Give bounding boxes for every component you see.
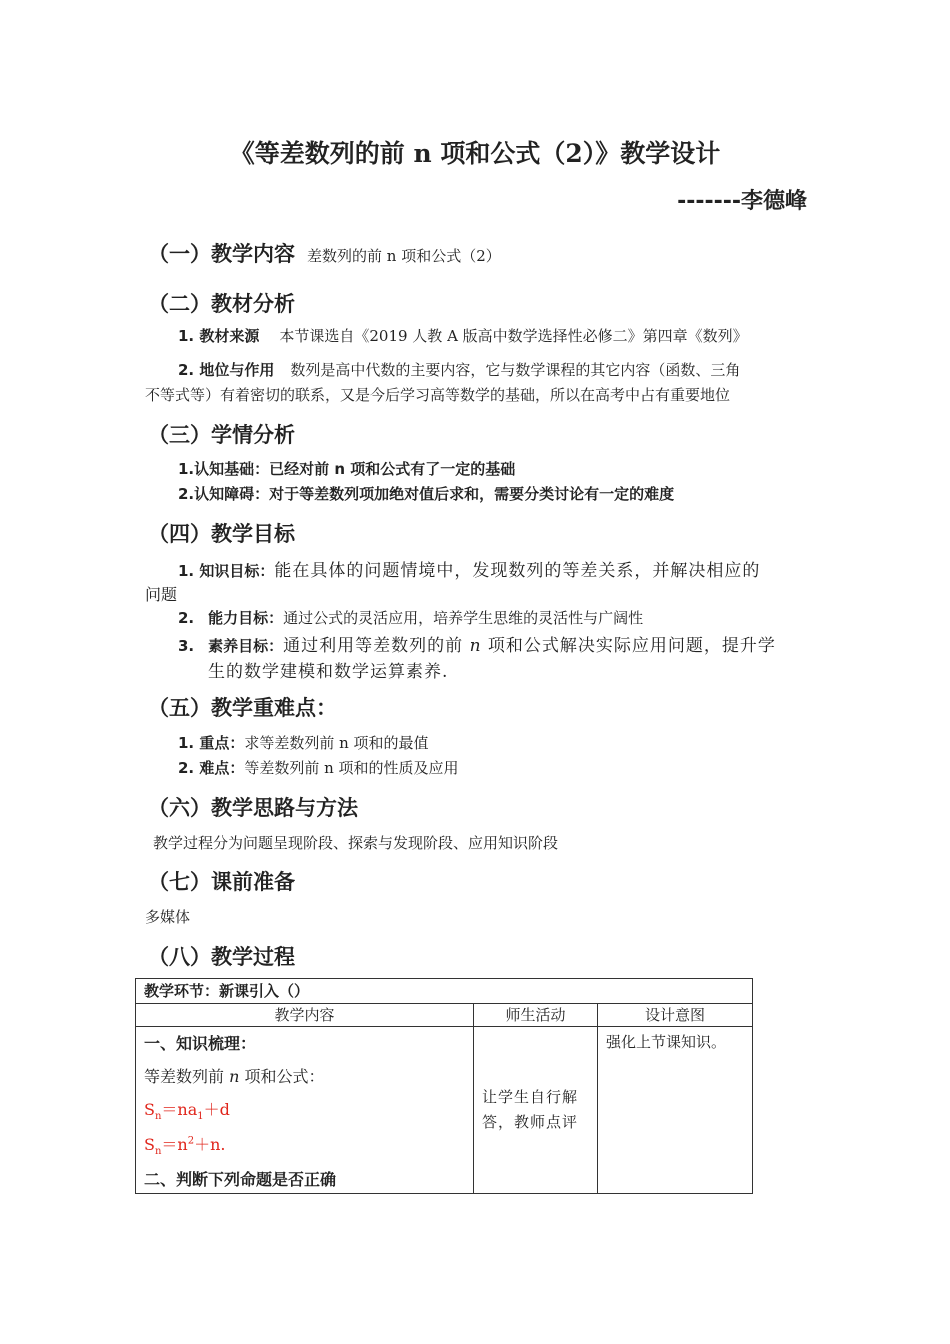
- document-title: 《等差数列的前 n 项和公式（2）》教学设计: [229, 139, 721, 168]
- item-text-pre: 通过利用等差数列的前: [283, 636, 470, 656]
- item-label: 2. 难点：: [178, 759, 245, 777]
- item-label: 1. 重点：: [178, 734, 245, 752]
- col-header-activity: 师生活动: [474, 1004, 598, 1027]
- formula-sub: n: [154, 1146, 162, 1158]
- section-4-heading: （四）教学目标: [148, 522, 295, 546]
- section-3-heading: （三）学情分析: [148, 423, 295, 447]
- item-text: 等差数列前 n 项和的性质及应用: [244, 759, 459, 777]
- cell-activity: 让学生自行解答，教师点评: [474, 1027, 598, 1194]
- table-section-row: [136, 979, 753, 1004]
- section-5-item-2: [178, 757, 459, 778]
- section-6-text: 教学过程分为问题呈现阶段、探索与发现阶段、应用知识阶段: [153, 834, 559, 852]
- formula-sub: n: [154, 1111, 162, 1123]
- formula-sub2: 1: [197, 1111, 204, 1123]
- section-2-item-2: [178, 359, 740, 380]
- cell-content: [136, 1027, 474, 1194]
- formula-end: ＋n.: [194, 1135, 226, 1155]
- italic-n: n: [469, 636, 482, 656]
- teaching-process-table: [135, 978, 753, 1194]
- section-1-text: 差数列的前 n 项和公式（2）: [307, 247, 501, 265]
- author: -------李德峰: [677, 189, 807, 214]
- section-5-item-1: [178, 732, 429, 753]
- section-1-heading: [148, 238, 501, 268]
- section-5-heading: （五）教学重难点：: [148, 696, 337, 720]
- content-line-1: [144, 1064, 465, 1087]
- content-heading-1: 一、知识梳理：: [144, 1034, 257, 1053]
- section-7-heading: （七）课前准备: [148, 870, 295, 894]
- item-label: 1. 知识目标：: [178, 562, 275, 580]
- section-3-item-2: 2.认知障碍：对于等差数列项加绝对值后求和，需要分类讨论有一定的难度: [178, 485, 675, 503]
- section-7-text: 多媒体: [145, 908, 191, 926]
- section-3-item-1: 1.认知基础：已经对前 n 项和公式有了一定的基础: [178, 460, 516, 478]
- item-label: 2. 地位与作用: [178, 361, 275, 379]
- item-text: 本节课选自《2019 人教 A 版高中数学选择性必修二》第四章《数列》: [279, 327, 748, 345]
- section-2-item-1: [178, 325, 748, 346]
- section-4-item-1: [178, 556, 760, 581]
- cell-intent: 强化上节课知识。: [598, 1027, 753, 1194]
- section-1-title: （一）教学内容: [148, 242, 295, 266]
- italic-n: n: [229, 1067, 240, 1086]
- table-section-title: 教学环节：新课引入（）: [136, 979, 753, 1004]
- content-heading-2: 二、判断下列命题是否正确: [144, 1170, 337, 1190]
- item-num: 3.: [178, 637, 195, 655]
- section-4-item-1-cont: 问题: [145, 585, 178, 604]
- formula-end: ＋d: [203, 1100, 230, 1119]
- formula-mid: ＝n: [161, 1135, 188, 1155]
- section-4-item-3-cont: 生的数学建模和数学运算素养.: [208, 662, 449, 682]
- table-header-row: [136, 1004, 753, 1027]
- item-label: 素养目标：: [208, 637, 284, 655]
- formula-sup: 2: [187, 1135, 195, 1147]
- text-post: 项和公式：: [239, 1067, 325, 1086]
- item-text: 数列是高中代数的主要内容，它与数学课程的其它内容（函数、三角: [290, 361, 741, 379]
- item-label: 1. 教材来源: [178, 327, 260, 345]
- formula-s: S: [144, 1135, 155, 1155]
- formula-2: [144, 1132, 465, 1157]
- item-text: 能在具体的问题情境中，发现数列的等差关系，并解决相应的: [274, 561, 761, 581]
- text-pre: 等差数列前: [144, 1067, 230, 1086]
- item-label: 能力目标：: [208, 609, 284, 627]
- item-text: 求等差数列前 n 项和的最值: [244, 734, 429, 752]
- section-4-item-2: [178, 607, 643, 628]
- section-2-item-2-cont: 不等式等）有着密切的联系，又是今后学习高等数学的基础，所以在高考中占有重要地位: [145, 386, 731, 404]
- item-text: 通过公式的灵活应用，培养学生思维的灵活性与广阔性: [283, 609, 644, 627]
- formula-1: [144, 1097, 465, 1122]
- formula-s: S: [144, 1100, 155, 1119]
- table-row: [136, 1027, 753, 1194]
- section-6-heading: （六）教学思路与方法: [148, 796, 358, 820]
- col-header-content: 教学内容: [136, 1004, 474, 1027]
- item-num: 2.: [178, 609, 195, 627]
- section-4-item-3: [178, 631, 776, 656]
- formula-mid: ＝na: [161, 1100, 198, 1119]
- item-text-post: 项和公式解决实际应用问题，提升学: [481, 636, 776, 656]
- section-8-heading: （八）教学过程: [148, 945, 295, 969]
- col-header-intent: 设计意图: [598, 1004, 753, 1027]
- section-2-heading: （二）教材分析: [148, 292, 295, 316]
